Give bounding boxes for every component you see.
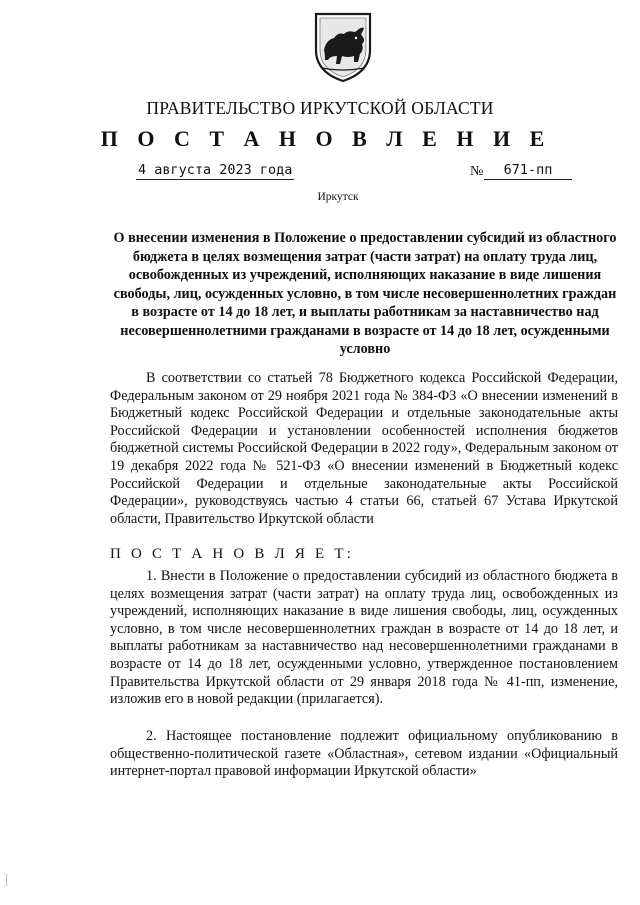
document-date: 4 августа 2023 года [138, 162, 293, 178]
city-name: Иркутск [317, 191, 359, 203]
item-1-paragraph: 1. Внести в Положение о предоставлении субсидий из областного бюджета в целях возмещения затрат (части затрат) на оплату труда лиц, освобожденных из учреждений, исполняющих наказание в виде лишения свободы, лиц, осужденных условно, в том числе несовершеннолетних граждан в возрасте от 14 до 18 лет, и выплаты работникам за наставничество над несовершеннолетними гражданами в возрасте от 14 до 18 лет, осужденными условно, утвержденное постановлением Правительства Иркутской области от 29 января 2018 года № 41-пп, изменение, изложив его в новой редакции (прилагается). [110, 568, 618, 708]
preamble-paragraph: В соответствии со статьей 78 Бюджетного кодекса Российской Федерации, Федеральным законом от 29 ноября 2021 года № 384-ФЗ «О внесении изменений в Бюджетный кодекс Российской Федерации и отдельные законодательные акты Российской Федерации и установлении особенностей исполнения бюджетов бюджетной системы Российской Федерации в 2022 году», Федеральным законом от 19 декабря 2022 года № 521-ФЗ «О внесении изменений в Бюджетный кодекс Российской Федерации и отдельные законодательные акты Российской Федерации», руководствуясь частью 4 статьи 66, статьей 67 Устава Иркутской области, Правительство Иркутской области [110, 370, 618, 527]
government-name: ПРАВИТЕЛЬСТВО ИРКУТСКОЙ ОБЛАСТИ [146, 98, 494, 118]
item-2-paragraph: 2. Настоящее постановление подлежит официальному опубликованию в общественно-политической газете «Областная», сетевом издании «Официальный интернет-портал правовой информации Иркутской области» [110, 728, 618, 780]
scan-margin-mark [6, 874, 7, 886]
coat-of-arms-icon [312, 10, 374, 84]
number-sign: № [470, 164, 484, 179]
resolves-heading: П О С Т А Н О В Л Я Е Т: [110, 546, 355, 562]
document-type: П О С Т А Н О В Л Е Н И Е [100, 126, 552, 151]
document-title: О внесении изменения в Положение о предоставлении субсидий из областного бюджета в целях возмещения затрат (части затрат) на оплату труда лиц, освобожденных из учреждений, исполняющих наказание в виде лишения свободы, лиц, осужденных условно, в том числе несовершеннолетних граждан в возрасте от 14 до 18 лет, и выплаты работникам за наставничество над несовершеннолетними гражданами в возрасте от 14 до 18 лет, осужденными условно [113, 230, 617, 357]
document-number: 671-пп [484, 162, 572, 180]
